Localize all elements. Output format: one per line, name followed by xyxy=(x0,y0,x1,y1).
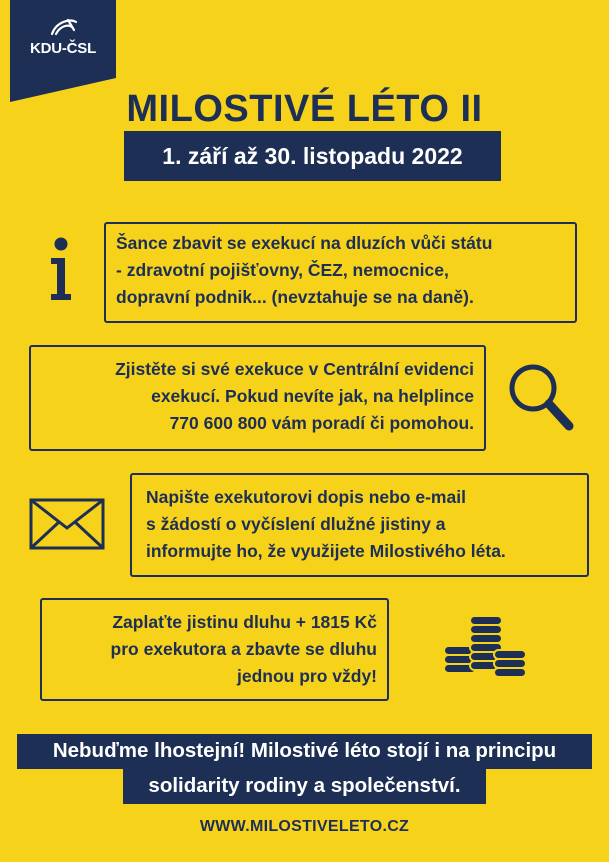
step-text-line: Zaplaťte jistinu dluhu + 1815 Kč xyxy=(112,612,377,632)
envelope-icon xyxy=(29,498,105,550)
envelope-step-box xyxy=(130,473,589,577)
solidarity-banner xyxy=(17,734,592,804)
website-link[interactable]: WWW.MILOSTIVELETO.CZ xyxy=(199,818,410,835)
step-text-line: Šance zbavit se exekucí na dluzích vůči státu xyxy=(116,233,493,253)
info-icon xyxy=(47,236,77,302)
coins-icon xyxy=(440,612,530,682)
step-text-line: Zjistěte si své exekuce v Centrální evidenci xyxy=(115,359,474,379)
step-text-line: 770 600 800 vám poradí či pomohou. xyxy=(169,413,474,433)
info-step-box xyxy=(104,222,577,323)
step-text-line: - zdravotní pojišťovny, ČEZ, nemocnice, xyxy=(116,260,449,280)
date-range-banner xyxy=(124,131,501,181)
step-text-line: dopravní podnik... (nevztahuje se na daně). xyxy=(116,287,474,307)
magnifier-icon xyxy=(505,360,577,436)
logo-text: KDU-ČSL xyxy=(29,40,97,57)
payment-step-box xyxy=(40,598,389,701)
step-text-line: exekucí. Pokud nevíte jak, na helplince xyxy=(151,386,474,406)
banner-line: solidarity rodiny a společenství. xyxy=(123,769,486,804)
step-text-line: pro exekutora a zbavte se dluhu xyxy=(110,639,377,659)
party-logo xyxy=(10,0,116,102)
banner-line: Nebuďme lhostejní! Milostivé léto stojí i na principu xyxy=(17,734,592,769)
date-range-text: 1. září až 30. listopadu 2022 xyxy=(162,142,463,169)
page-title: MILOSTIVÉ LÉTO II xyxy=(126,88,483,130)
search-step-box xyxy=(29,345,486,451)
step-text-line: jednou pro vždy! xyxy=(237,666,377,686)
step-text-line: Napište exekutorovi dopis nebo e-mail xyxy=(146,487,466,507)
step-text-line: s žádostí o vyčíslení dlužné jistiny a xyxy=(146,514,446,534)
step-text-line: informujte ho, že využijete Milostivého léta. xyxy=(146,541,506,561)
